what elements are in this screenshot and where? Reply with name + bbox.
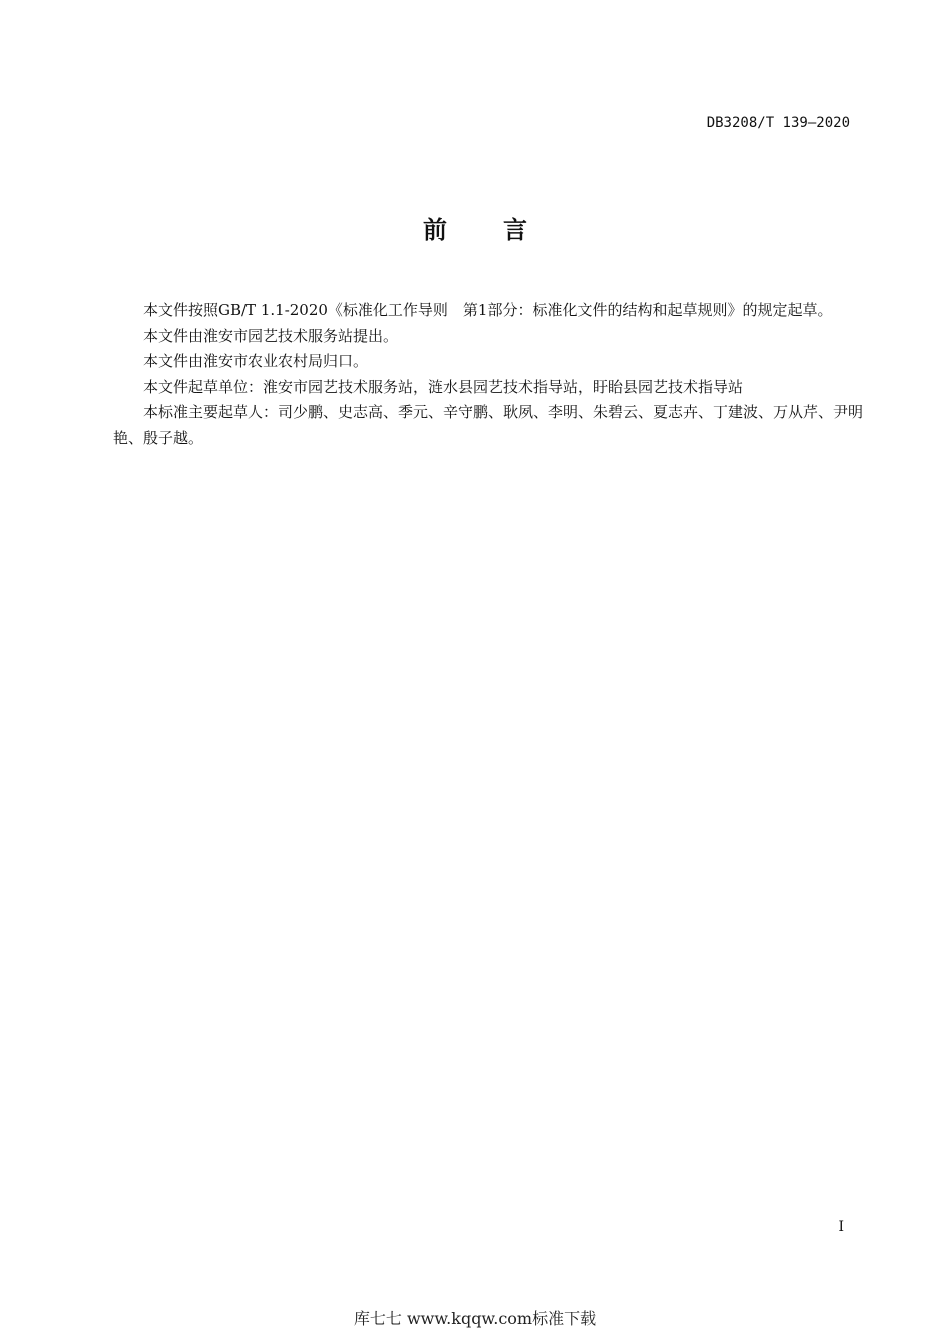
page-number: I: [838, 1219, 844, 1235]
paragraph-administrator: 本文件由淮安市农业农村局归口。: [143, 352, 369, 370]
foreword-body: [113, 298, 863, 451]
document-code: DB3208/T 139—2020: [706, 115, 850, 131]
footer-watermark: 库七七 www.kqqw.com标准下载: [353, 1309, 597, 1328]
section-title: [0, 210, 950, 245]
title-char-2: 言: [503, 216, 527, 244]
paragraph-drafters: 本标准主要起草人：司少鹏、史志高、季元、辛守鹏、耿夙、李明、朱碧云、夏志卉、丁建波、万从芹、尹明艳、殷子越。: [113, 403, 864, 447]
paragraph-drafting-units: 本文件起草单位：淮安市园艺技术服务站，涟水县园艺技术指导站，盱眙县园艺技术指导站: [143, 377, 744, 396]
title-char-1: 前: [423, 216, 447, 244]
paragraph-proposer: 本文件由淮安市园艺技术服务站提出。: [143, 326, 399, 345]
paragraph-drafting-rules: 本文件按照GB/T 1.1-2020《标准化工作导则 第1部分：标准化文件的结构和起草规则》的规定起草。: [143, 301, 833, 319]
